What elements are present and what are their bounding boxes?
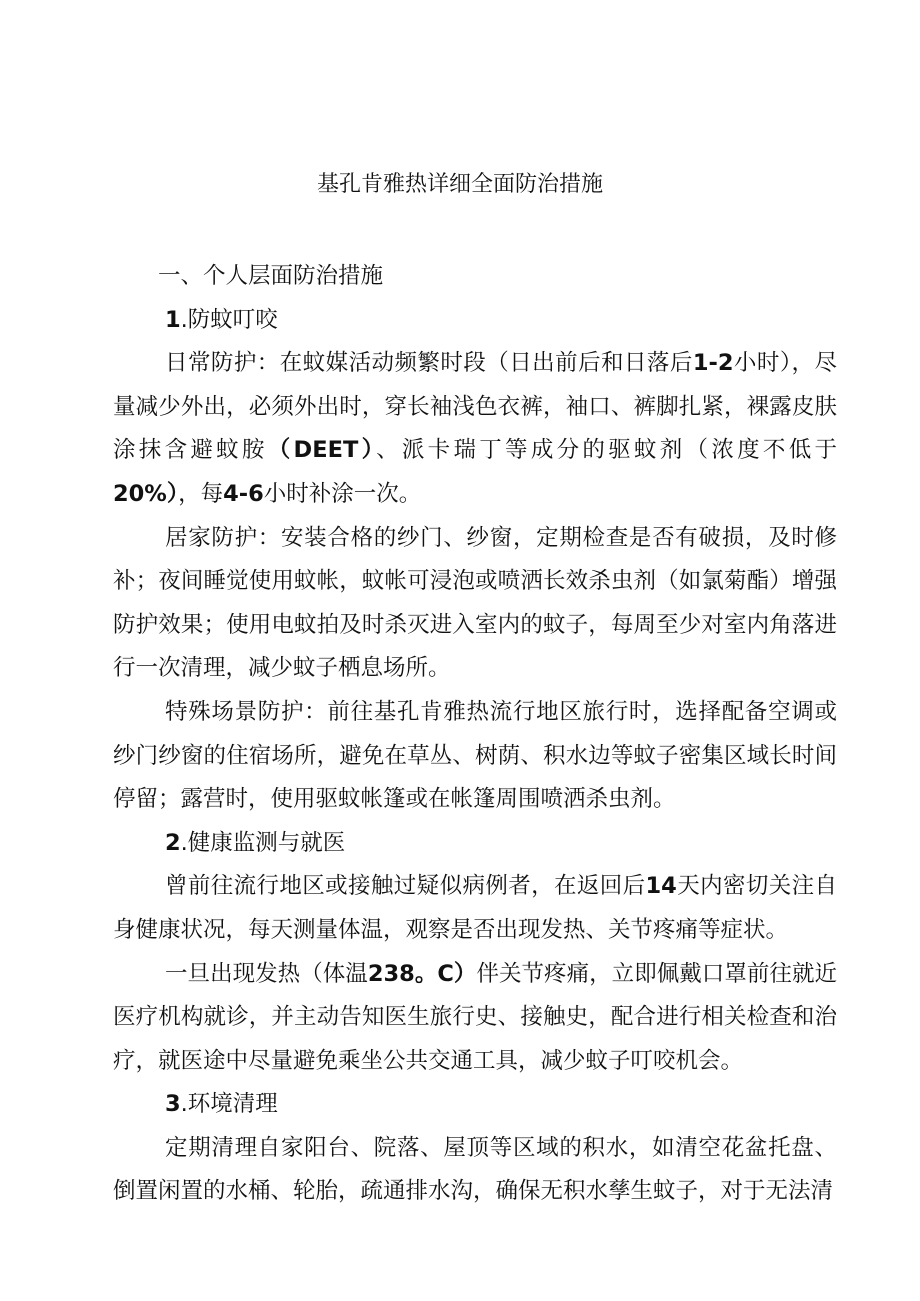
subsection-number: 2 xyxy=(165,829,181,856)
text-run: 、派卡瑞丁等成分的驱蚊剂（浓度不低于 xyxy=(376,437,837,464)
text-run: 伴关节疼痛，立即佩戴口罩前往就近医疗机构就诊，并主动告知医生旅行史、接触史，配合进行相关检查和治疗，就医途中尽量避免乘坐公共交通工具，减少蚊子叮咬机会。 xyxy=(113,960,837,1074)
bold-run: （DEET） xyxy=(267,437,377,464)
section-heading: 一、个人层面防治措施 xyxy=(158,263,384,289)
paragraph-special-protection: 特殊场景防护：前往基孔肯雅热流行地区旅行时，选择配备空调或纱门纱窗的住宿场所，避免在草丛、树荫、积水边等蚊子密集区域长时间停留；露营时，使用驱蚊帐篷或在帐篷周围喷洒杀虫剂。 xyxy=(113,698,837,813)
subsection-number: 3 xyxy=(165,1091,181,1118)
bold-run: 238。C） xyxy=(367,960,477,987)
subsection-heading-3 xyxy=(113,1083,837,1127)
bold-run: 14 xyxy=(645,873,677,900)
paragraph-home-protection: 居家防护：安装合格的纱门、纱窗，定期检查是否有破损，及时修补；夜间睡觉使用蚊帐，蚊帐可浸泡或喷洒长效杀虫剂（如氯菊酯）增强防护效果；使用电蚊拍及时杀灭进入室内的蚊子，每周至少对室内角落进行一次清理，减少蚊子栖息场所。 xyxy=(113,524,837,682)
bold-run: 4-6 xyxy=(223,480,264,507)
subsection-label: .环境清理 xyxy=(180,1091,278,1118)
subsection-number: 1 xyxy=(165,306,181,333)
document-body xyxy=(113,255,837,1214)
text-run: 一旦出现发热（体温 xyxy=(165,960,368,987)
bold-run: 1-2 xyxy=(692,350,734,377)
text-run: ，每 xyxy=(178,480,224,507)
paragraph-seek-medical xyxy=(113,953,837,1084)
subsection-label: .健康监测与就医 xyxy=(180,829,346,856)
bold-run: ） xyxy=(166,480,179,507)
paragraph-daily-protection xyxy=(113,342,837,516)
text-run: 天内密切关注自身健康状况，每天测量体温，观察是否出现发热、关节疼痛等症状。 xyxy=(113,873,837,943)
paragraph-environment-cleanup: 定期清理自家阳台、院落、屋顶等区域的积水，如清空花盆托盘、倒置闲置的水桶、轮胎，疏通排水沟，确保无积水孳生蚊子，对于无法清 xyxy=(113,1134,837,1205)
document-title: 基孔肯雅热详细全面防治措施 xyxy=(316,172,603,197)
text-run: 日常防护：在蚊媒活动频繁时段（日出前后和日落后 xyxy=(165,350,693,377)
subsection-heading-1 xyxy=(113,299,837,343)
subsection-label: .防蚊叮咬 xyxy=(180,306,278,333)
subsection-heading-2 xyxy=(113,822,837,866)
text-run: 小时），尽量减少外出，必须外出时，穿长袖浅色衣裤，袖口、裤脚扎紧，裸露皮肤涂抹含避蚊胺 xyxy=(113,350,837,464)
bold-run: 20% xyxy=(113,480,167,507)
text-run: 曾前往流行地区或接触过疑似病例者，在返回后 xyxy=(165,873,646,900)
text-run: 小时补涂一次。 xyxy=(263,480,422,507)
paragraph-health-monitoring xyxy=(113,865,837,952)
